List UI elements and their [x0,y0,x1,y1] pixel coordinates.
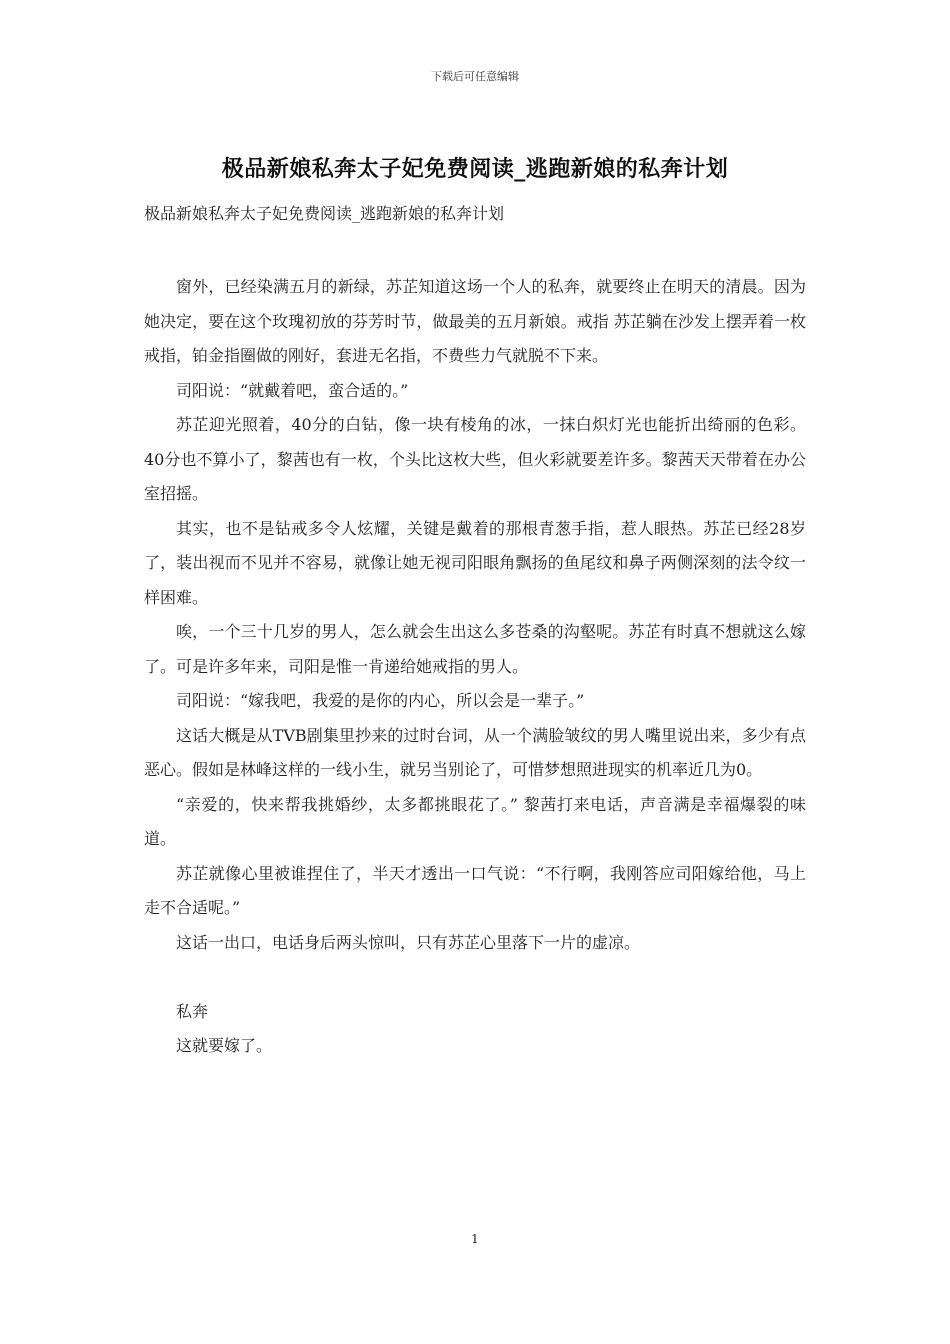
paragraph: 苏芷就像心里被谁捏住了，半天才透出一口气说：“不行啊，我刚答应司阳嫁给他，马上走不合适呢。” [144,863,806,917]
section-heading: 私奔 [176,1001,209,1021]
page-number: 1 [471,1232,479,1246]
document-title: 极品新娘私奔太子妃免费阅读_逃跑新娘的私奔计划 [221,156,729,182]
paragraph: 苏芷迎光照着，40分的白钻，像一块有棱角的冰，一抹白炽灯光也能折出绮丽的色彩。40分也不算小了，黎茜也有一枚，个头比这枚大些，但火彩就要差许多。黎茜天天带着在办公室招摇。 [144,415,806,503]
document-body [144,270,806,1064]
paragraph: 司阳说：“嫁我吧，我爱的是你的内心，所以会是一辈子。” [176,691,585,710]
paragraph: 司阳说：“就戴着吧，蛮合适的。” [176,380,409,400]
blank-line [144,960,806,995]
paragraph: “亲爱的，快来帮我挑婚纱，太多都挑眼花了。” 黎茜打来电话，声音满是幸福爆裂的味道。 [144,794,806,848]
paragraph: 这就要嫁了。 [176,1036,273,1055]
paragraph: 这话大概是从TVB剧集里抄来的过时台词，从一个满脸皱纹的男人嘴里说出来，多少有点恶心。假如是林峰这样的一线小生，就另当别论了，可惜梦想照进现实的机率近几为0。 [144,725,806,779]
paragraph: 唉，一个三十几岁的男人，怎么就会生出这么多苍桑的沟壑呢。苏芷有时真不想就这么嫁了。可是许多年来，司阳是惟一肯递给她戒指的男人。 [144,622,806,676]
document-subtitle: 极品新娘私奔太子妃免费阅读_逃跑新娘的私奔计划 [144,204,505,223]
paragraph: 这话一出口，电话身后两头惊叫，只有苏芷心里落下一片的虚凉。 [176,932,641,952]
header-note: 下载后可任意编辑 [431,70,519,83]
paragraph: 其实，也不是钻戒多令人炫耀，关键是戴着的那根青葱手指，惹人眼热。苏芷已经28岁了，装出视而不见并不容易，就像让她无视司阳眼角飘扬的鱼尾纹和鼻子两侧深刻的法令纹一样困难。 [144,518,806,607]
paragraph: 窗外，已经染满五月的新绿，苏芷知道这场一个人的私奔，就要终止在明天的清晨。因为她决定，要在这个玫瑰初放的芬芳时节，做最美的五月新娘。戒指 苏芷躺在沙发上摆弄着一枚戒指，铂金指圈做的刚好，套进无名指，不费些力气就脱不下来。 [144,277,806,365]
